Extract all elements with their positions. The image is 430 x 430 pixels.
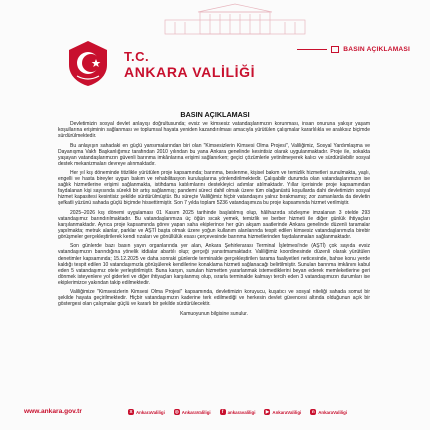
org-name: ANKARA VALİLİĞİ	[124, 64, 256, 80]
social-link-nsosyal[interactable]	[310, 409, 347, 415]
social-link-youtube[interactable]	[264, 409, 301, 415]
paragraph-3: Her yıl kış döneminde titizlikle yürütülen proje kapsamında; barınma, beslenme, kişisel bakım ve temizlik hizmetleri sunulmakta, yaşlı, engelli ve hasta bireyler uygun bakım ve rehabilitasyon kuruluşlarına yönlendirilmektedir. Çalışabilir durumda olan vatandaşlarımızın ise sağlık hizmetlerine erişimi sağlanmakta, istihdama katılımlarını destekleyici adımlar atılmaktadır. Yıllar içerisinde proje kapsamından faydalanan kişi sayısında sürekli bir artış sağlanmış; pandemi süreci dahil olmak üzere tüm olağanüstü koşullarda dahi devletimizin sosyal hizmet kapasitesi kesintisiz şekilde sürdürülmüştür. Bu süreçte Valiliğimiz hiçbir vatandaşını yalnız bırakmamış; zor zamanlarda da devletin şefkatli yüzünü sahada güçlü biçimde hissettirmiştir. Son 7 yılda toplam 5236 vatandaşımıza bu proje kapsamında hizmet verilmiştir.	[58, 170, 370, 207]
instagram-icon: ◎	[174, 409, 179, 414]
paragraph-5: Son günlerde bazı basın yayın organlarında yer alan, Ankara Şehirlerarası Terminal İşletmesi'nde (AŞTİ) çok sayıda evsiz vatandaşımızın barındığına yönelik iddialar abartılı olup; gerçeği yansıtmamaktadır. Valiliğimiz koordinesinde düzenli olarak yürütülen denetimler kapsamında; 15.12.2025 ve daha sonraki günlerde terminalde gerçekleştirilen tarama faaliyetleri neticesinde, bahse konu yerde kaldığı tespit edilen 10 vatandaşımızla görüşülerek kendilerine konaklama hizmeti sağlanacağı belirtilmiştir. Sunulan barınma imkânını kabul eden 5 vatandaşımız otele yerleştirilmiştir. Buna karşın, sunulan hizmetten yararlanmak istemediklerini beyan ederek memleketlerine geri dönmek isteyenlere yol giderleri ve diğer ihtiyaçları karşılanmış olup, ısrarla terminalde kalmayı tercih eden 3 vatandaşımızın durumları ise ekiplerimizce yakından takip edilmektedir.	[58, 243, 370, 286]
closing-line: Kamuoyunun bilgisine sunulur.	[180, 310, 248, 317]
nsosyal-icon: n	[311, 409, 315, 414]
footer	[0, 406, 430, 420]
social-links	[128, 409, 347, 415]
document-title: BASIN AÇIKLAMASI	[180, 110, 250, 119]
paragraph-4: 2025–2026 kış dönemi uygulaması 01 Kasım 2025 tarihinde başlatılmış olup, hâlihazırda sözleşme imzalanan 3 otelde 293 vatandaşımız barındırılmaktadır. Bu vatandaşlarımıza üç öğün sıcak yemek, temizlik ve berber hizmeti ile diğer günlük ihtiyaçları karşılanmaktadır. Ayrıca proje kapsamında görev yapan saha ekiplerince her gün akşam saatlerinde Ankara genelinde düzenli taramalar yapılmakta; metruk alanlar, parklar ve AŞTİ başta olmak üzere yoğun kullanım alanlarında tespit edilen kimsesiz vatandaşlarımızla birebir görüşmeler gerçekleştirilerek kendi rızaları ve gönüllülük esası çerçevesinde barınma hizmetlerinden faydalanmaları sağlanmaktadır.	[58, 209, 370, 240]
org-prefix: T.C.	[124, 49, 150, 64]
x-icon: X	[129, 409, 133, 414]
document-icon	[331, 46, 339, 53]
social-link-facebook[interactable]	[220, 409, 256, 415]
website-link[interactable]: www.ankara.gov.tr	[24, 408, 82, 415]
organization-heading	[124, 50, 255, 80]
document-body	[58, 121, 370, 320]
paragraph-6: Valiliğimize "Kimsesizlerin Kimsesi Olma Projesi" kapsamında, devletimizin koruyucu, kuşatıcı ve sosyal niteliği sahada somut bir şekilde hayata geçirilmektedir. Hiçbir vatandaşımızın kaderine terk edilmediği ve herkesin devlet güvencesi altında olduğunun açık bir göstergesi olan çalışmalar güçlü ve kararlı bir şekilde sürdürülecektir.	[58, 289, 370, 308]
social-handle: AnkaraValiligi	[181, 409, 211, 415]
social-link-x[interactable]	[128, 409, 165, 415]
badge-label: BASIN AÇIKLAMASI	[343, 46, 410, 53]
paragraph-2: Bu anlayışın sahadaki en güçlü yansımalarından biri olan "Kimsesizlerin Kimsesi Olma Projesi", Valiliğimiz, Sosyal Yardımlaşma ve Dayanışma Vakfı Başkanlığımız tarafından 2010 yılından bu yana Ankara genelinde kesintisiz olarak uygulanmaktadır. Proje ile, sokakta yaşayan vatandaşlarımızın güvenli barınma imkânlarına erişimi sağlanırken; geçici çözümlerle yetinilmeyerek kalıcı ve sürdürülebilir sosyal destek mekanizmaları devreye alınmaktadır.	[58, 142, 370, 167]
youtube-icon: ▶	[265, 409, 270, 414]
badge-divider	[297, 49, 327, 50]
social-link-instagram[interactable]	[174, 409, 211, 415]
governorship-building-silhouette	[160, 2, 310, 36]
social-handle: ankaravaliligi	[227, 409, 256, 415]
press-release-badge	[297, 46, 410, 53]
social-handle: AnkaraValiligi	[318, 409, 348, 415]
social-handle: AnkaraValiligi	[272, 409, 302, 415]
social-handle: AnkaraValiligi	[136, 409, 165, 415]
facebook-icon: f	[220, 409, 226, 415]
governorship-emblem-icon	[63, 38, 113, 88]
paragraph-1: Devletimizin sosyal devlet anlayışı doğrultusunda; evsiz ve kimsesiz vatandaşlarımızın korunması, insan onuruna yakışır yaşam koşullarına erişiminin sağlanması ve toplumsal hayata yeniden kazandırılması amacıyla yürütülen çalışmalar kararlılıkla ve aralıksız biçimde sürdürülmektedir.	[58, 121, 370, 140]
